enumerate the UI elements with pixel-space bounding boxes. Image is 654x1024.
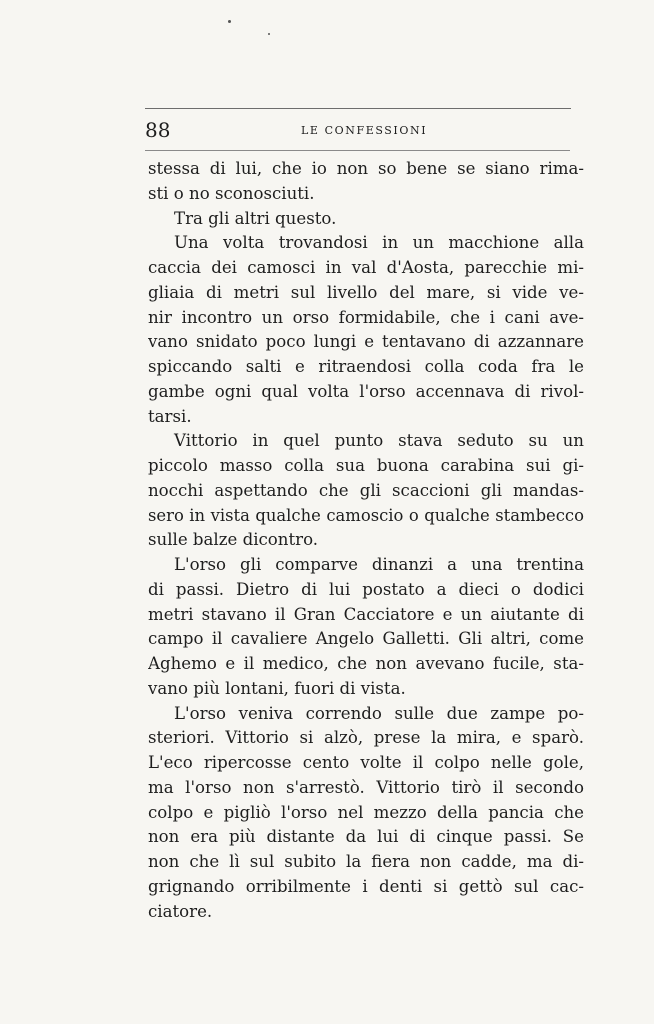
- text-line: vano più lontani, fuori di vista.: [148, 678, 406, 698]
- text-line: ma l'orso non s'arrestò. Vittorio tirò il secondo: [148, 777, 584, 797]
- page-number: 88: [145, 118, 171, 142]
- header-rule: [145, 150, 570, 151]
- running-head: [145, 114, 571, 144]
- text-line: ciatore.: [148, 901, 213, 921]
- text-line: spiccando salti e ritraendosi colla coda fra le: [148, 357, 584, 376]
- text-line: L'eco ripercosse cento volte il colpo nelle gole,: [148, 753, 584, 772]
- text-line: sero in vista qualche camoscio o qualche stambecco: [148, 505, 584, 525]
- running-title: LE CONFESSIONI: [301, 124, 428, 137]
- text-line: Aghemo e il medico, che non avevano fucile, sta-: [148, 654, 584, 673]
- text-line: colpo e pigliò l'orso nel mezzo della pancia che: [148, 802, 584, 822]
- ink-speck: [228, 20, 231, 23]
- text-line: gliaia di metri sul livello del mare, si vide ve-: [148, 282, 584, 302]
- text-line: Una volta trovandosi in un macchione alla: [174, 233, 584, 253]
- text-line: stessa di lui, che io non so bene se siano rima-: [148, 159, 584, 178]
- text-line: piccolo masso colla sua buona carabina sui gi-: [148, 456, 584, 475]
- text-line: metri stavano il Gran Cacciatore e un aiutante di: [148, 604, 584, 624]
- text-line: Vittorio in quel punto stava seduto su un: [174, 431, 584, 451]
- text-line: gambe ogni qual volta l'orso accennava di rivol-: [148, 381, 584, 401]
- text-line: Tra gli altri questo.: [174, 208, 337, 228]
- text-line: sulle balze dicontro.: [148, 530, 319, 550]
- body-text: [148, 157, 584, 924]
- text-line: non che lì sul subito la fiera non cadde, ma di-: [148, 852, 584, 871]
- text-line: steriori. Vittorio si alzò, prese la mira, e sparò.: [148, 728, 584, 748]
- text-line: grignando orribilmente i denti si gettò sul cac-: [148, 876, 584, 896]
- text-line: nir incontro un orso formidabile, che i cani ave-: [148, 307, 584, 327]
- text-line: campo il cavaliere Angelo Galletti. Gli altri, come: [148, 629, 584, 649]
- text-line: caccia dei camosci in val d'Aosta, parecchie mi-: [148, 258, 584, 277]
- text-line: sti o no sconosciuti.: [148, 183, 315, 203]
- text-line: L'orso veniva correndo sulle due zampe po-: [174, 703, 584, 723]
- text-line: vano snidato poco lungi e tentavano di azzannare: [148, 332, 584, 352]
- text-line: di passi. Dietro di lui postato a dieci o dodici: [148, 579, 584, 599]
- text-line: non era più distante da lui di cinque passi. Se: [148, 827, 584, 847]
- top-rule: [145, 108, 571, 109]
- text-line: nocchi aspettando che gli scaccioni gli mandas-: [148, 480, 584, 500]
- text-line: L'orso gli comparve dinanzi a una trentina: [174, 555, 584, 574]
- ink-speck: [268, 33, 270, 35]
- text-line: tarsi.: [148, 406, 192, 426]
